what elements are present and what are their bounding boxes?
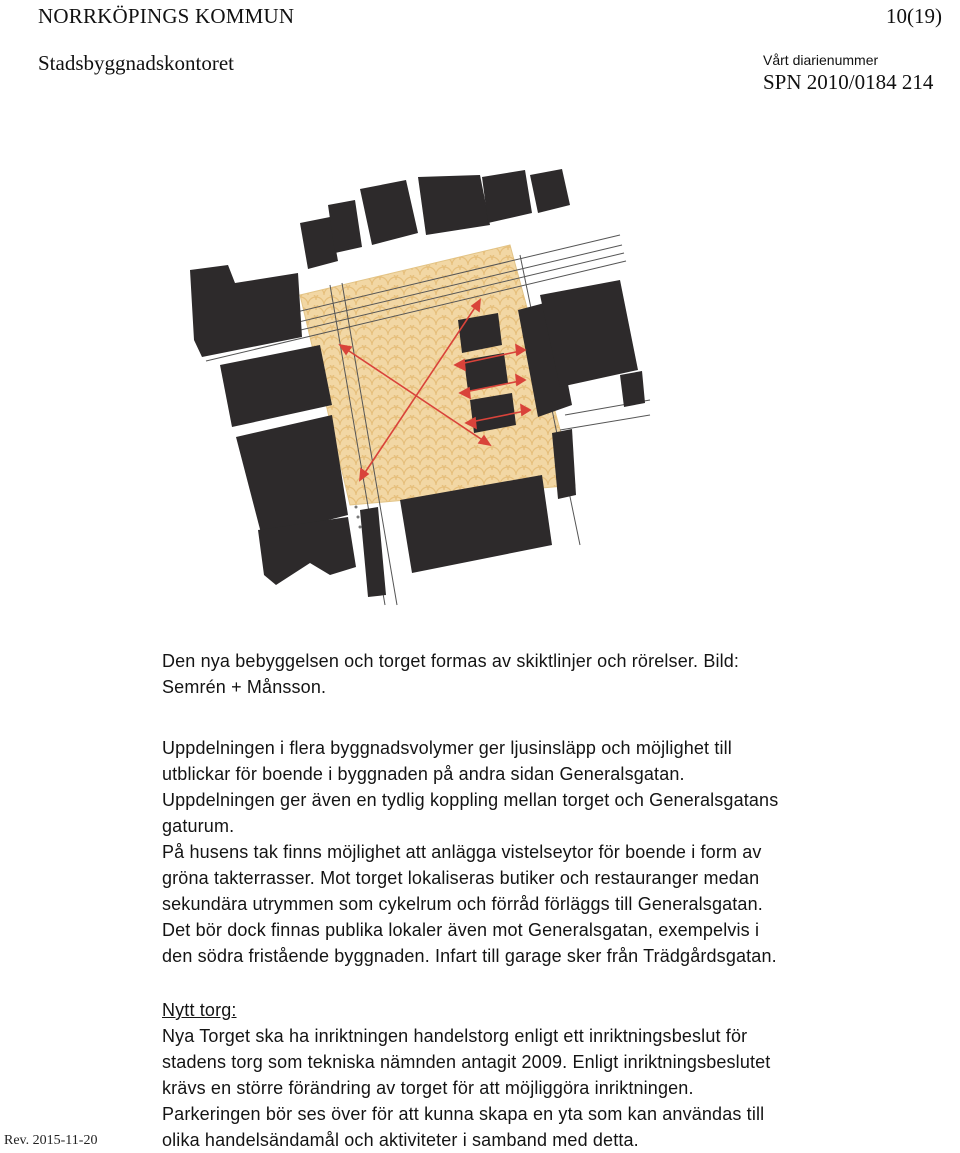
site-plan-figure <box>180 165 660 615</box>
building <box>552 429 576 499</box>
building <box>530 169 570 213</box>
text-line: krävs en större förändring av torget för att möjliggöra inriktningen. <box>162 1078 694 1098</box>
text-line: stadens torg som tekniska nämnden antagit 2009. Enligt inriktningsbeslutet <box>162 1052 771 1072</box>
text-line: Parkeringen bör ses över för att kunna skapa en yta som kan användas till <box>162 1104 765 1124</box>
building <box>236 415 348 537</box>
building <box>190 265 302 357</box>
reference-number: SPN 2010/0184 214 <box>763 70 934 94</box>
caption-line: Den nya bebyggelsen och torget formas av skiktlinjer och rörelser. Bild: <box>162 651 740 671</box>
text-line: gröna takterrasser. Mot torget lokaliseras butiker och restauranger medan <box>162 868 760 888</box>
building <box>360 180 418 245</box>
figure-caption <box>162 648 862 700</box>
text-line: olika handelsändamål och aktiviteter i samband med detta. <box>162 1130 639 1150</box>
revision-date: Rev. 2015-11-20 <box>4 1133 98 1148</box>
text-line: På husens tak finns möjlighet att anlägga vistelseytor för boende i form av <box>162 842 762 862</box>
text-line: Uppdelningen ger även en tydlig koppling mellan torget och Generalsgatans <box>162 790 779 810</box>
caption-line: Semrén + Månsson. <box>162 677 327 697</box>
page-number: 10(19) <box>886 4 942 28</box>
department-name: Stadsbyggnadskontoret <box>38 51 234 75</box>
section-heading: Nytt torg: <box>162 1000 237 1020</box>
body-paragraph-1 <box>162 735 862 969</box>
body-paragraph-2 <box>162 997 862 1153</box>
organization-name: NORRKÖPINGS KOMMUN <box>38 4 295 28</box>
text-line: den södra fristående byggnaden. Infart till garage sker från Trädgårdsgatan. <box>162 946 777 966</box>
building <box>418 175 490 235</box>
bollards <box>355 506 362 529</box>
text-line: utblickar för boende i byggnaden på andra sidan Generalsgatan. <box>162 764 685 784</box>
building <box>220 345 332 427</box>
reference-label: Vårt diarienummer <box>763 52 879 68</box>
text-line: Uppdelningen i flera byggnadsvolymer ger ljusinsläpp och möjlighet till <box>162 738 732 758</box>
site-plan-illustration <box>180 165 660 615</box>
text-line: Nya Torget ska ha inriktningen handelstorg enligt ett inriktningsbeslut för <box>162 1026 748 1046</box>
building <box>482 170 532 223</box>
text-line: gaturum. <box>162 816 235 836</box>
text-line: Det bör dock finnas publika lokaler även mot Generalsgatan, exempelvis i <box>162 920 760 940</box>
text-line: sekundära utrymmen som cykelrum och förråd förläggs till Generalsgatan. <box>162 894 763 914</box>
building <box>620 371 645 407</box>
